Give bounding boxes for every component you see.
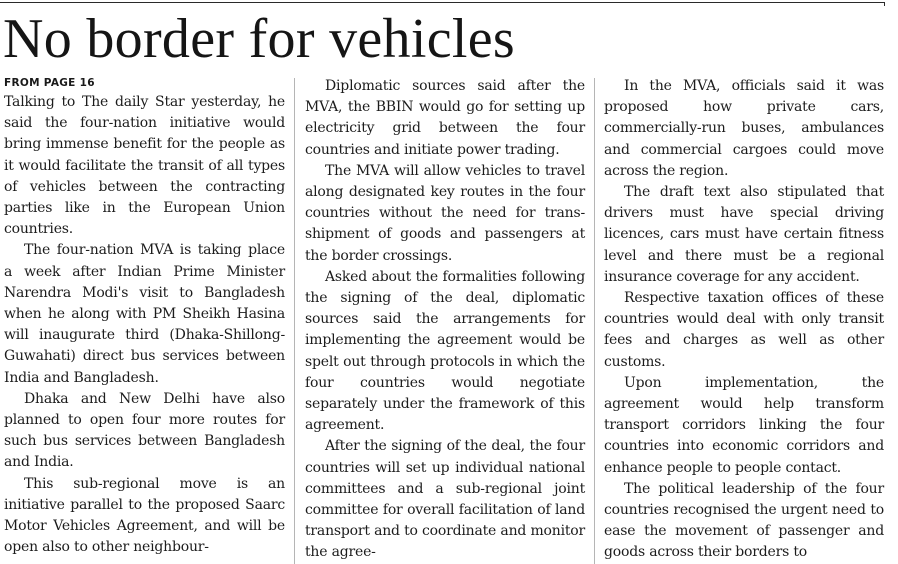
article-column-3 [604, 76, 884, 564]
paragraph: This sub-regional move is an initiative parallel to the proposed Saarc Motor Vehicles Agreement, and will be open also to other neighbour- [4, 475, 285, 556]
paragraph: The draft text also stipulated that drivers must have special driving licences, cars must have certain fitness level and there must be a regional insurance coverage for any accident. [604, 184, 884, 285]
column-divider [594, 78, 595, 564]
article-column-2 [305, 76, 585, 564]
top-rule-cap [884, 2, 885, 6]
paragraph: Dhaka and New Delhi have also planned to open four more routes for such bus services between Bangladesh and India. [4, 390, 285, 471]
column-divider [294, 78, 295, 564]
continuation-kicker: FROM PAGE 16 [4, 77, 95, 89]
paragraph: After the signing of the deal, the four countries will set up individual national committees and a sub-regional joint committee for overall facilitation of land transport and to coordinate and monitor the agree- [305, 438, 585, 561]
paragraph: The MVA will allow vehicles to travel along designated key routes in the four countries without the need for trans-shipment of goods and passengers at the border crossings. [305, 162, 585, 264]
paragraph: The four-nation MVA is taking place a week after Indian Prime Minister Narendra Modi's visit to Bangladesh when he along with PM Sheikh Hasina will inaugurate third (Dhaka-Shillong-Guwahati) direct bus services between India and Bangladesh. [4, 242, 285, 386]
article-column-1 [4, 75, 285, 558]
paragraph: Diplomatic sources said after the MVA, the BBIN would go for setting up electricity grid between the four countries and initiate power trading. [305, 78, 585, 158]
top-rule [0, 2, 884, 3]
paragraph: Respective taxation offices of these countries would deal with only transit fees and charges as well as other customs. [604, 290, 884, 370]
paragraph: Upon implementation, the agreement would help transform transport corridors linking the four countries into economic corridors and enhance people to people contact. [604, 374, 884, 476]
paragraph: In the MVA, officials said it was proposed how private cars, commercially-run buses, ambulances and commercial cargoes could move across the region. [604, 78, 884, 179]
paragraph: The political leadership of the four countries recognised the urgent need to ease the movement of passenger and goods across their borders to [604, 480, 884, 561]
paragraph: Talking to The daily Star yesterday, he said the four-nation initiative would bring immense benefit for the people as it would facilitate the transit of all types of vehicles between the contracting parties like in the European Union countries. [4, 94, 285, 238]
headline: No border for vehicles [3, 8, 515, 70]
paragraph: Asked about the formalities following the signing of the deal, diplomatic sources said the arrangements for implementing the agreement would be spelt out through protocols in which the four countries would negotiate separately under the framework of this agreement. [305, 268, 585, 434]
